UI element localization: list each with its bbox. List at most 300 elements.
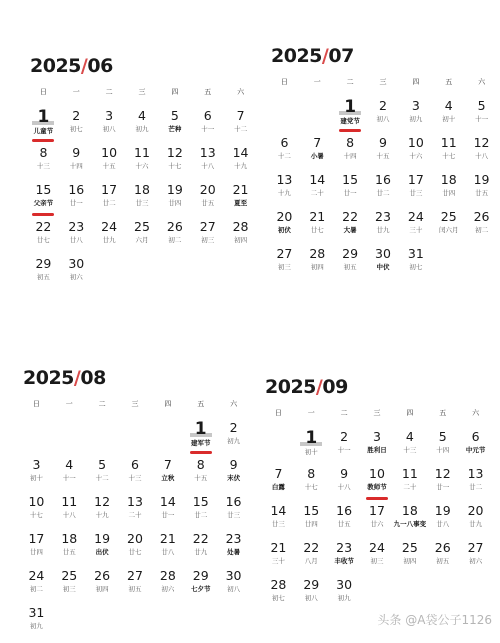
- lunar-date: 廿九: [469, 520, 483, 528]
- day-number: 19: [166, 182, 183, 197]
- lunar-date: 初九: [135, 125, 149, 133]
- day-number: 1: [305, 428, 318, 448]
- red-underline-mark: [366, 497, 388, 500]
- weekday-header: 五: [439, 409, 447, 417]
- festival-label: 夏至: [234, 199, 248, 207]
- lunar-date: 廿七: [128, 548, 142, 556]
- weekday-header: 二: [98, 400, 106, 408]
- day-cell: [459, 430, 492, 467]
- day-number: 22: [303, 540, 320, 555]
- day-cell: [119, 495, 152, 532]
- day-number: 31: [28, 605, 45, 620]
- day-number: 16: [68, 182, 85, 197]
- day-number: 9: [72, 145, 81, 160]
- lunar-date: 二十: [403, 483, 417, 491]
- lunar-date: 十一: [201, 125, 215, 133]
- day-number: 25: [134, 219, 150, 234]
- day-number: 2: [379, 98, 387, 113]
- day-number: 7: [236, 108, 245, 123]
- red-underline-mark: [32, 139, 54, 142]
- lunar-date: 十四: [69, 162, 83, 170]
- day-number: 28: [159, 568, 176, 583]
- lunar-date: 十八: [475, 152, 489, 160]
- day-cell: [20, 606, 53, 643]
- day-cell: [367, 247, 400, 284]
- day-number: 25: [401, 540, 418, 555]
- lunar-date: 十八: [62, 511, 76, 519]
- day-cell: [27, 146, 60, 183]
- lunar-date: 十一: [62, 474, 76, 482]
- weekday-header: 日: [280, 78, 288, 86]
- day-number: 29: [342, 246, 359, 261]
- day-cell: [295, 467, 328, 504]
- calendar-month-june: [27, 55, 257, 294]
- lunar-date: 初四: [234, 236, 248, 244]
- day-cell: [393, 504, 426, 541]
- weekday-header: 五: [445, 78, 453, 86]
- day-number: 1: [344, 97, 357, 117]
- day-number: 30: [336, 577, 353, 592]
- weekday-header: 日: [39, 88, 47, 96]
- lunar-date: 初九: [29, 622, 43, 630]
- day-cell: [426, 430, 459, 467]
- weekday-header: 二: [340, 409, 348, 417]
- day-number: 5: [438, 429, 447, 444]
- weekday-header: 三: [138, 88, 146, 96]
- month-title: 2025/06: [30, 55, 113, 77]
- day-cell: [217, 569, 250, 606]
- day-cell: [262, 467, 295, 504]
- day-cell: [20, 532, 53, 569]
- weekday-header: 四: [406, 409, 414, 417]
- day-number: 21: [232, 182, 249, 197]
- day-cell: [93, 146, 126, 183]
- weekday-header: 一: [65, 400, 73, 408]
- day-cell: [328, 578, 361, 615]
- day-number: 6: [471, 429, 480, 444]
- day-cell: [328, 430, 361, 467]
- day-cell: [361, 430, 394, 467]
- day-cell: [301, 210, 334, 247]
- day-cell: [367, 173, 400, 210]
- lunar-date: 廿五: [62, 548, 76, 556]
- day-number: 30: [68, 256, 85, 271]
- festival-label: 出伏: [95, 548, 109, 556]
- lunar-date: 十一: [475, 115, 489, 123]
- weekday-header: 六: [230, 400, 238, 408]
- day-cell: [465, 210, 498, 247]
- day-number: 11: [61, 494, 78, 509]
- empty-cell: [262, 430, 295, 467]
- weekday-header: 五: [204, 88, 212, 96]
- day-cell: [60, 257, 93, 294]
- day-cell: [393, 467, 426, 504]
- lunar-date: 廿一: [161, 511, 175, 519]
- lunar-date: 初五: [343, 263, 357, 271]
- day-number: 22: [35, 219, 52, 234]
- day-number: 8: [196, 457, 205, 472]
- day-number: 23: [68, 219, 85, 234]
- lunar-date: 初九: [337, 594, 351, 602]
- day-cell: [60, 183, 93, 220]
- lunar-date: 十五: [194, 474, 208, 482]
- lunar-date: 廿九: [102, 236, 116, 244]
- day-cell: [399, 210, 432, 247]
- lunar-date: 初三: [62, 585, 76, 593]
- festival-label: 建党节: [340, 117, 360, 125]
- lunar-date: 初六: [161, 585, 175, 593]
- day-cell: [20, 569, 53, 606]
- day-cell: [295, 578, 328, 615]
- day-cell: [301, 247, 334, 284]
- day-number: 10: [369, 466, 385, 481]
- day-cell: [93, 183, 126, 220]
- day-number: 5: [477, 98, 486, 113]
- lunar-date: 初十: [442, 115, 456, 123]
- day-cell: [217, 458, 250, 495]
- weekday-header: 三: [131, 400, 139, 408]
- lunar-date: 初八: [376, 115, 390, 123]
- weekday-header: 二: [105, 88, 113, 96]
- day-cell: [399, 136, 432, 173]
- day-cell: [367, 136, 400, 173]
- day-number: 27: [467, 540, 484, 555]
- day-cell: [334, 210, 367, 247]
- day-cell: [158, 183, 191, 220]
- lunar-date: 初六: [469, 557, 483, 565]
- day-cell: [328, 504, 361, 541]
- day-number: 17: [28, 531, 45, 546]
- festival-label: 中元节: [465, 446, 486, 454]
- day-number: 14: [270, 503, 287, 518]
- day-cell: [399, 99, 432, 136]
- lunar-date: 廿三: [135, 199, 149, 207]
- day-number: 16: [225, 494, 242, 509]
- empty-cell: [86, 421, 119, 458]
- lunar-date: 十七: [304, 483, 318, 491]
- day-cell: [151, 495, 184, 532]
- day-cell: [367, 99, 400, 136]
- day-cell: [53, 495, 86, 532]
- day-number: 18: [134, 182, 150, 197]
- festival-label: 立秋: [161, 474, 175, 482]
- day-number: 10: [407, 135, 424, 150]
- day-number: 3: [373, 429, 381, 444]
- lunar-date: 初五: [436, 557, 450, 565]
- day-number: 16: [336, 503, 353, 518]
- day-number: 15: [35, 182, 52, 197]
- day-cell: [217, 495, 250, 532]
- day-number: 15: [342, 172, 359, 187]
- day-cell: [184, 532, 217, 569]
- day-number: 7: [163, 457, 172, 472]
- lunar-date: 初五: [128, 585, 142, 593]
- day-number: 9: [379, 135, 387, 150]
- day-number: 23: [336, 540, 353, 555]
- lunar-date: 廿八: [436, 520, 450, 528]
- lunar-date: 八月: [304, 557, 318, 565]
- lunar-date: 廿五: [201, 199, 215, 207]
- day-number: 22: [342, 209, 359, 224]
- day-number: 19: [434, 503, 451, 518]
- day-number: 29: [303, 577, 320, 592]
- day-cell: [334, 136, 367, 173]
- day-number: 20: [199, 182, 216, 197]
- day-number: 13: [199, 145, 216, 160]
- day-number: 12: [434, 466, 451, 481]
- lunar-date: 十六: [409, 152, 423, 160]
- weekday-header: 六: [478, 78, 486, 86]
- lunar-date: 廿二: [194, 511, 208, 519]
- day-number: 5: [170, 108, 179, 123]
- weekday-header: 二: [346, 78, 354, 86]
- day-number: 26: [94, 568, 111, 583]
- lunar-date: 廿五: [337, 520, 351, 528]
- day-number: 24: [28, 568, 45, 583]
- lunar-date: 初八: [102, 125, 116, 133]
- day-number: 7: [274, 466, 283, 481]
- lunar-date: 十一: [337, 446, 351, 454]
- lunar-date: 廿四: [304, 520, 318, 528]
- lunar-date: 廿二: [376, 189, 390, 197]
- lunar-date: 十二: [277, 152, 291, 160]
- lunar-date: 二十: [310, 189, 324, 197]
- weekday-header: 一: [72, 88, 80, 96]
- day-cell: [268, 210, 301, 247]
- weekday-header: 三: [373, 409, 381, 417]
- day-number: 15: [192, 494, 209, 509]
- lunar-date: 廿五: [475, 189, 489, 197]
- lunar-date: 十七: [442, 152, 456, 160]
- calendar-grid: [20, 399, 250, 643]
- lunar-date: 初三: [201, 236, 215, 244]
- festival-label: 胜利日: [367, 446, 387, 454]
- empty-cell: [301, 99, 334, 136]
- lunar-date: 廿一: [69, 199, 83, 207]
- day-cell: [262, 541, 295, 578]
- day-number: 18: [440, 172, 457, 187]
- day-number: 18: [61, 531, 78, 546]
- day-number: 9: [229, 457, 238, 472]
- day-number: 17: [407, 172, 424, 187]
- calendar-grid: [268, 77, 498, 284]
- day-number: 4: [65, 457, 74, 472]
- day-cell: [224, 183, 257, 220]
- festival-label: 父亲节: [33, 199, 54, 207]
- day-number: 15: [303, 503, 320, 518]
- weekday-header: 四: [164, 400, 172, 408]
- lunar-date: 十三: [403, 446, 417, 454]
- day-cell: [361, 504, 394, 541]
- lunar-date: 二十: [128, 511, 142, 519]
- lunar-date: 初九: [409, 115, 423, 123]
- day-cell: [268, 247, 301, 284]
- day-cell: [53, 532, 86, 569]
- lunar-date: 十七: [29, 511, 43, 519]
- day-cell: [158, 109, 191, 146]
- festival-label: 初伏: [277, 226, 291, 234]
- day-number: 16: [375, 172, 391, 187]
- day-cell: [86, 569, 119, 606]
- festival-label: 处暑: [227, 548, 241, 556]
- lunar-date: 六月: [135, 236, 149, 244]
- calendar-month-july: [268, 45, 498, 284]
- day-cell: [432, 99, 465, 136]
- day-number: 14: [232, 145, 249, 160]
- day-cell: [268, 173, 301, 210]
- day-cell: [426, 504, 459, 541]
- lunar-date: 廿四: [168, 199, 182, 207]
- day-cell: [119, 532, 152, 569]
- weekday-header: 一: [307, 409, 315, 417]
- day-number: 19: [94, 531, 111, 546]
- festival-label: 芒种: [168, 125, 182, 133]
- day-cell: [151, 458, 184, 495]
- day-number: 3: [105, 108, 114, 123]
- day-cell: [119, 569, 152, 606]
- weekday-header: 六: [472, 409, 480, 417]
- weekday-header: 六: [237, 88, 245, 96]
- lunar-date: 十三: [128, 474, 142, 482]
- day-number: 28: [270, 577, 287, 592]
- day-cell: [86, 495, 119, 532]
- day-cell: [126, 146, 159, 183]
- calendar-month-september: [262, 376, 492, 615]
- day-cell: [119, 458, 152, 495]
- day-cell: [224, 109, 257, 146]
- lunar-date: 初九: [227, 437, 241, 445]
- day-number: 1: [194, 419, 207, 439]
- festival-label: 九一八事变: [393, 520, 427, 528]
- day-cell: [158, 146, 191, 183]
- festival-label: 末伏: [227, 474, 241, 482]
- empty-cell: [268, 99, 301, 136]
- weekday-header: 日: [32, 400, 40, 408]
- day-cell: [361, 541, 394, 578]
- calendar-month-august: [20, 367, 250, 643]
- day-number: 8: [346, 135, 355, 150]
- day-cell: [184, 495, 217, 532]
- day-number: 29: [35, 256, 52, 271]
- day-number: 12: [94, 494, 111, 509]
- day-cell: [426, 467, 459, 504]
- lunar-date: 初八: [227, 585, 241, 593]
- day-cell: [93, 109, 126, 146]
- day-cell: [393, 541, 426, 578]
- day-number: 9: [340, 466, 349, 481]
- festival-label: 教师节: [367, 483, 387, 491]
- day-number: 12: [473, 135, 490, 150]
- day-number: 11: [440, 135, 457, 150]
- lunar-date: 十二: [234, 125, 248, 133]
- weekday-header: 四: [412, 78, 420, 86]
- lunar-date: 十四: [436, 446, 450, 454]
- day-number: 11: [401, 466, 418, 481]
- lunar-date: 十九: [95, 511, 109, 519]
- lunar-date: 廿七: [36, 236, 50, 244]
- empty-cell: [151, 421, 184, 458]
- day-cell: [27, 183, 60, 220]
- empty-cell: [53, 421, 86, 458]
- day-number: 1: [37, 107, 50, 127]
- day-cell: [20, 495, 53, 532]
- day-number: 23: [375, 209, 391, 224]
- day-number: 28: [309, 246, 326, 261]
- lunar-date: 廿三: [227, 511, 241, 519]
- day-cell: [465, 99, 498, 136]
- day-number: 30: [375, 246, 391, 261]
- day-number: 12: [166, 145, 183, 160]
- day-cell: [60, 146, 93, 183]
- weekday-header: 五: [197, 400, 205, 408]
- day-number: 28: [232, 219, 249, 234]
- calendar-grid: [262, 408, 492, 615]
- festival-label: 建军节: [190, 439, 211, 447]
- day-number: 31: [407, 246, 424, 261]
- lunar-date: 初二: [168, 236, 182, 244]
- day-cell: [191, 183, 224, 220]
- day-cell: [217, 532, 250, 569]
- watermark-text: 头条 @A袋公子1126: [377, 613, 492, 627]
- day-cell: [426, 541, 459, 578]
- day-cell: [151, 532, 184, 569]
- day-number: 29: [192, 568, 209, 583]
- lunar-date: 廿三: [409, 189, 423, 197]
- day-number: 20: [127, 531, 143, 546]
- day-number: 27: [199, 219, 216, 234]
- day-cell: [465, 136, 498, 173]
- day-cell: [459, 504, 492, 541]
- day-cell: [459, 467, 492, 504]
- day-cell: [126, 220, 159, 257]
- day-cell: [367, 210, 400, 247]
- calendar-grid: [27, 87, 257, 294]
- day-cell: [217, 421, 250, 458]
- day-number: 13: [467, 466, 484, 481]
- lunar-date: 廿八: [69, 236, 83, 244]
- lunar-date: 初八: [304, 594, 318, 602]
- day-cell: [301, 173, 334, 210]
- lunar-date: 初四: [403, 557, 417, 565]
- day-number: 6: [203, 108, 212, 123]
- lunar-date: 闰六月: [438, 226, 459, 234]
- day-cell: [399, 173, 432, 210]
- lunar-date: 十五: [376, 152, 390, 160]
- day-number: 19: [473, 172, 490, 187]
- lunar-date: 三十: [271, 557, 285, 565]
- day-cell: [93, 220, 126, 257]
- day-cell: [158, 220, 191, 257]
- day-cell: [224, 220, 257, 257]
- day-cell: [191, 109, 224, 146]
- day-cell: [295, 430, 328, 467]
- day-cell: [27, 257, 60, 294]
- lunar-date: 初二: [29, 585, 43, 593]
- day-cell: [334, 173, 367, 210]
- day-cell: [328, 541, 361, 578]
- day-number: 27: [276, 246, 293, 261]
- lunar-date: 初七: [409, 263, 423, 271]
- day-number: 18: [401, 503, 418, 518]
- day-cell: [432, 210, 465, 247]
- day-number: 24: [369, 540, 385, 555]
- day-cell: [191, 220, 224, 257]
- day-cell: [20, 458, 53, 495]
- lunar-date: 初三: [370, 557, 384, 565]
- day-cell: [328, 467, 361, 504]
- lunar-date: 廿九: [194, 548, 208, 556]
- day-number: 14: [309, 172, 326, 187]
